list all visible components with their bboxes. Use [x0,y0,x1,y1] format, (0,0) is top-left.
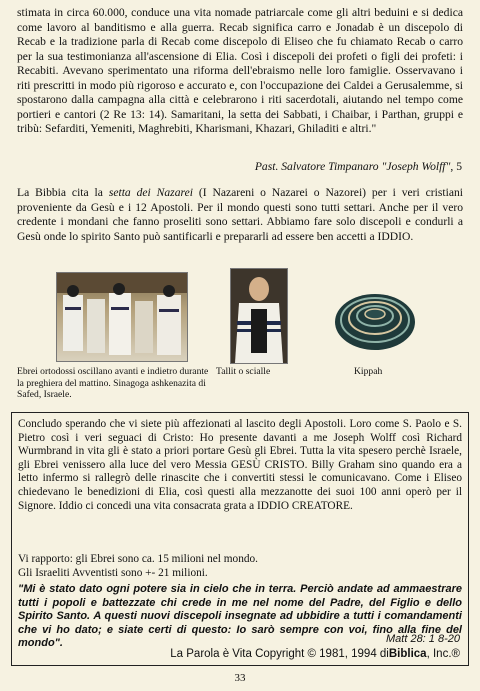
bible-quote: "Mi è stato dato ogni potere sia in cielo che in terra. Perciò andate ad ammaestrare tutti i popoli e battezzate chi crede in me nel nome del Padre, del Figlio e dello Spirito Santo. A questi nuovi discepoli insegnate ad ubbidire a tutti i comandamenti che vi ho dato; e siate certi di questo: Io sarò sempre con voi, fino alla fine del mondo". [18,583,462,650]
caption-tallit: Tallit o scialle [216,366,271,377]
nazarei-text-b: (I Nazareni o Nazarei o Nazorei) per i veri cristiani proveniente da Gesù e i 12 Apostoli. Per il mondo questi sono tutti settari. Anche per il vero credente i mondani che fanno proseliti sono settari. Abbiamo fare solo discepoli e condurli a Gesù onde lo spirito Santo può santificarli e prepararli ad essere ben accetti a IDDIO. [17,186,463,243]
paragraph-recabiti: stimata in circa 60.000, conduce una vita nomade patriarcale come gli altri beduini e si dedica come lavoro al banditismo e alla guerra. Recab significa carro e Jonadab è un discepolo di Recab e la tradizione parla di Recab come discepolo di Eliseo che fu chiamato Recab o carro per la sua testimonianza all'ascensione di Elia. Così i discepoli dei profeti o figli dei profeti: i Recabiti. Avevano sperimentato una riforma dell'ebraismo nelle loro famiglie. Osservavano i riti prescritti in modo più rigoroso e accurato e, con l'occupazione dei Caldei a Gerusalemme, si spostarono dalla campagna alla città e celebrarono i riti sacerdotali, aiutando nel tempo come portieri e cantori (2 Re 13: 14). Samaritani, la setta dei Sabbati, i Chaibar, i Parthan, gruppi e tribù: Sefarditi, Yemeniti, Maghrebiti, Kharismani, Khazari, Ghiladiti e altri." [17,6,463,135]
signature-author: "Joseph Wolff" [381,160,451,173]
signature-number: , 5 [450,160,462,173]
copyright-brand: Biblica [388,648,427,660]
signature [255,160,462,173]
copyright-end: , Inc.® [426,648,460,660]
conclusion-box [11,412,469,666]
conclusion-text: Concludo sperando che vi siete più affezionati al lascito degli Apostoli. Loro come S. Paolo e S. Pietro così i veri seguaci di Cristo: Ho presente davanti a me Joseph Wolff così Richard Wurmbrand in vita gli è stato a priori portare Gesù gli Ebrei. Tutta la vita spesero perchè Israele, gli Ebrei venissero alla luce del vero Messia GESÙ CRISTO. Billy Graham sino quando era a letto infermo si rallegrò delle rinascite che i convertiti stessi le comunicavano. Come i Eliseo chiedevano le benedizioni di Elia, così questi alla mezzanotte dei suoi 100 anni operò per il Signore. Iddio ci concedi una vita consacrata grata a IDDIO CREATORE. [18,418,462,512]
signature-name: Past. Salvatore Timpanaro [254,160,379,173]
copyright-text: La Parola è Vita Copyright © 1981, 1994 di [170,648,389,660]
bible-reference: Matt 28: 1 8-20 [386,633,460,645]
paragraph-nazarei [17,186,463,244]
photo-prayer-synagogue [56,272,188,362]
page-number: 33 [234,672,246,684]
caption-photo-prayer: Ebrei ortodossi oscillano avanti e indietro durante la preghiera del mattino. Sinagoga ashkenazita di Safed, Israele. [17,366,209,400]
statistic-adventists: Gli Israeliti Avventisti sono +- 21 milioni. [18,567,208,579]
nazarei-emphasis: setta dei Nazarei [108,186,193,199]
copyright-line [170,648,460,660]
statistic-jews: Vi rapporto: gli Ebrei sono ca. 15 milioni nel mondo. [18,553,258,565]
photo-kippah [333,282,417,354]
photo-tallit [230,268,288,364]
caption-kippah: Kippah [354,366,383,377]
nazarei-text-a: La Bibbia cita la [17,186,109,199]
